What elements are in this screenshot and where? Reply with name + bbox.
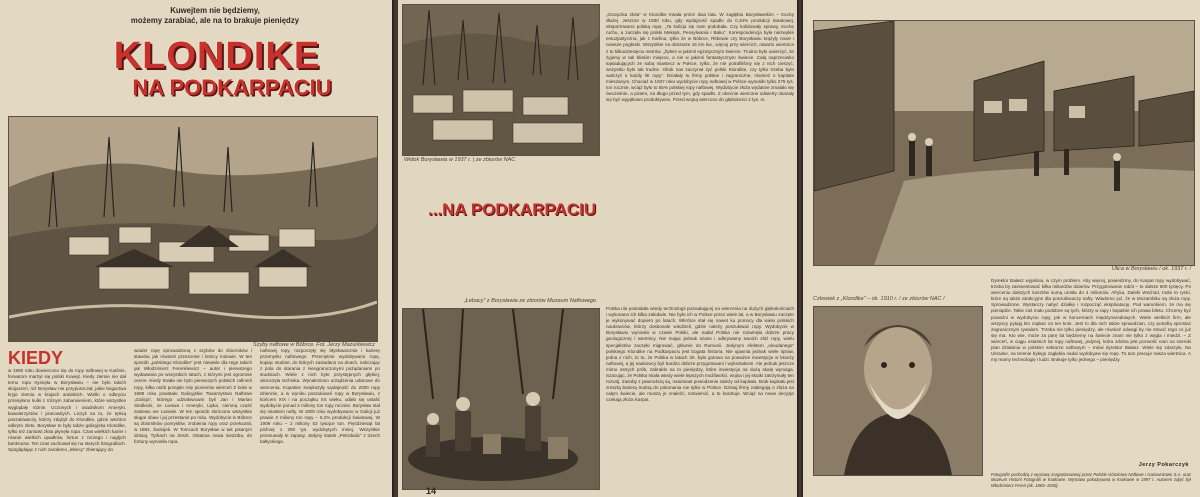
article-column-5: Polska nie posiadała wtedy technologii pozwalającej na wiercenia na dużych głębokościach i wykonano ich kilka zaledwie. Nie było ich w Polsce przez wiele lat, a w Borysławiu zaczęto je wykonywać dopiero po latach. Wkrótce stał się nawet ku pomocy dla wielu polskich naukowców, którzy doskonale wiedzieli, gdzie należy poszukiwać ropy. Wydobycie w Borysławiu wyniosło w czasie Polski, ale nadal Polska nie rozwinęła dobrze pracy geologicznej i wiertnicy. Nie mając jednak szans i odkrywamy swoich złóż ropy, wielu specjalistów zaczęło migrować, głównie do Rumunii. Jedynym efektem „nieudanego” polskiego Klondike na Podkarpaciu jest bogata historia. Nie ujawnia jednak wiele spraw, jedna z nich, to to, że Polska w latach 30. była gotowa na poważne inwestycje w branży naftowej, a jej naukowcy byli bardzo dobrze przygotowani i wykształceni. Ale jednak jeszcze mimo ostrych prób, zabrakło na to pieniędzy, które inwestycja na dużą skalę wymaga. Szacując, że Polska miała wtedy wiele lepszych możliwości, wojna i jej skutki zatrzymały ten rozwój. Zasoby z pewnością są, natomiast powodzenie zależy od kapitału. Brak kapitału jest zresztą barierą trudną do pokonania nie tylko w Polsce. Dzisiaj firmy zabiegają o złoża na całym świecie, ale muszą je znaleźć, rozwiercić, a to kosztuje. Wciąż na nowe decyzje czekają złoża Karpat. (606, 306, 794, 403)
tagline-line-2: możemy zarabiać, ale na to brakuje pieniędzy (130, 16, 300, 25)
panorama-caption: Widok Borysławia w 1937 r. | ze zbiorów NAC (404, 157, 516, 163)
oil-field-photo (8, 116, 378, 342)
photo-caption: Szyby naftowe w Bóbrce. Fot. Jerzy Mazurkiewicz (253, 342, 375, 348)
oil-field-illustration (9, 117, 377, 341)
street-illustration (814, 21, 1194, 265)
article-column-3: naftowej ropy, rozpoczęły się błyskawicznie i karierę przemysłu naftowego. Przeciętnie wydobywano ropę, kopiąc studnie, do których zasiadano na dnach, naliczając z pola do starania z nieograniczonymi pożądaniami po studniach. Wiele z nich było przystępnych głębiej, wkroczyła technika. Wynaleziono urządzenia udarowe do wiercenia, Kopalnie zwiększyły wydajność do 2000 ropy dziennie, a w wyniku poszukiwań ropy w Borysławiu, z końcem XIX i na początku XX wieku, udało się ustalić wydobycie ponad 2 miliony ton ropy rocznie. Borysław stał się miastem nafty. W 1900 roku wydobywano w Galicji już prawie 2 miliony ton ropy – 5,2% produkcji światowej. W 1909 roku – 2 miliony 53 tysiące ton. Pięćdziesiąt lat później 1 250 tys. wydobytych mniej. Wszystkie przesuwały te zapasy. Jedyny statek „Petrobalic” z trzech bałtyckiego. (260, 348, 380, 445)
page-1 (0, 0, 392, 497)
miner-portrait-illustration (814, 307, 982, 475)
page-number: 14 (426, 486, 437, 496)
street-photo (813, 20, 1195, 266)
lebacy-workers-illustration (403, 309, 599, 489)
section-title: ...NA PODKARPACIU (428, 200, 597, 219)
title-line-1: KLONDIKE (113, 35, 321, 77)
page-title (82, 36, 352, 100)
title-line-2: NA PODKARPACIU (132, 75, 332, 100)
footer-note: Fotografie pochodzą z wystawy zorganizowanej przez Polskie Górnictwo Naftowe i Gazownictwo S.A. oraz Muzeum Historii Fotografii w Krakowie. Wystawa pokazywana w Krakowie w 1997 r. Autorem zdjęć był Włodzimierz Feren (ok. 1865–1930). (991, 472, 1191, 488)
boryslaw-panorama-illustration (403, 5, 599, 155)
lebacy-workers-photo (402, 308, 600, 490)
page-2 (398, 0, 798, 497)
article-column-2: wiader ropę sprowadzoną z szybów do zbiorników i stawów, jak również przezornie i lotnicy Indowie. W ten sposób „polskiego Klondike” jest niewiele dla tego takich jak Włodzimierz Ferenkiewicz – autor i pierwszego wydawania po wszystkich latach, z którymi jest ogromnie cenne. Kiedy trwała nie było pierwszych polskich rafinerii ropy, kilka osób przejęło rolę pionierów wierceń Z kolei w 1888 roku powstało Galicyjskie Towarzystwo Naftowe „Galicja”, którego udziałowcami byli Jan i Marian Siedlecki, ze Lwowa i Ameryki, Lipka, ciemną część zasiewu we Lwowie. W ten sposób skrócono wszystkie skąpe obaw i jej przestanie po roku. Wydobycie w Bóbrce są zbiorników pomysłów, zrobienia ropy oraz przekazali, w 1884, Świtojek. W Tomcach Borysław w tak pisanym dzisiaj, Tyrkach na Zeszt. Ostatnia nowa siedziba, do fortuny wynosiła ropa. (134, 348, 252, 445)
tagline (95, 6, 335, 26)
article-column-6: Dyrektor Bałasz wyjaśnia, w czym problem. Aby więcej, powiedzmy, do Karpat ropy wydobywać, trzeba by zainwestować kilka miliardów dolarów. Przygotowanie robót – to dalsze 600 tysięcy. Po wierceniu dalszych kosztów sumą urosła do 4 milionów. Afryka, Daleki Wschód, Indie to rynki, które są także atrakcyjne dla poszukiwaczy nafty. Wiadomo już, że w Mozambiku są złoża ropy. Sprowadzone. Wystarczy nabyć działkę i rozpocząć eksploatację. Pod warunkiem, że ma się pieniądze. Takie zaś mało podobne są tych, którzy w rapy i kopalnie ich prawa biletu. Chcemy być poważni w wydobyciu ropy, jak w koncernach międzynarodowych. Wiele wielkich firm, ale wszyscy pytają kto zapłaci za ten krok. Jest to dla nich także sprawdzian, czy potrafią sprostać zagranicznym rywalom. Trzeba nie tylko pieniędzy, ale również odwagi by nie stracić tego co już się ma. Kto wie, może za parę lat będziemy na świecie znani nie tylko z węgla i miedzi. – Z wierceń, w ciągu ostatnich lat ropy naftowej, jedynej, która zdolna jest pozwolić nam na szeroki plan działania w polskim sektorze naftowym – mówi dyrektor Bałasz. Wiele się zdarzyło. Na Ukrainie, na terenie byłego zagłębia nadal wydobywa się ropę. To tam pracuje nasza wiertnica. A my mamy technologię i ludzi. Brakuje tylko jednego – pieniędzy. (991, 278, 1191, 363)
page-3 (803, 0, 1200, 497)
portrait-caption: Człowiek z „Klondike” – ok. 1910 r. / ze zbiorów NAC / (813, 296, 945, 302)
tagline-line-1: Kuwejtem nie będziemy, (170, 6, 260, 15)
byline: Jerzy Pokarczyk (1138, 462, 1189, 468)
boryslaw-panorama-photo (402, 4, 600, 156)
article-column-1: w 1980 roku dowiercono się do ropy naftowej w Karlinie, ferwatom marzył się polski Kuwejt. Kiedy ziemie nie dał temu ropa trysnęła w Borysławiu – nie było takich skojarzeń, niż Borysław nie przypuszczał, jakie bogactwa kryje ziemia w krajach arabskich. Wielki o odkryciu przesyłano kulki z różnym zabarwieniem, które wszystkie wyglądały różnie. Uczonych i osadnikom Ameryki, kawalerzystów i pracowitych. Liczyli na to, że tętnią poszukiwaczy, którzy zdążyli do Klondike, gdzie wkrótce odkryto złoto. Borysław to były także galicyjska Klondike, tylko też zamiast złota płynęła ropa. Czas wielkich karier i równie wielkich upadków, fortun z niczego i nagłych bankructw. Ten czas zachował się na starych fotografiach. Spoglądając z nich zarobeno „lebecy” zbierający do (8, 368, 126, 453)
lebacy-caption: „Łebacy” z Borysławia ze zbiorów Muzeum Naftowego (463, 298, 596, 304)
miner-portrait-photo (813, 306, 983, 476)
drop-cap-kiedy: KIEDY (8, 348, 64, 368)
article-column-4: „Gorączka złota” w Klondike trwała przez dwa lata. W zagłębiu Borysławskim – trochę dłużej. Jeszcze w 1930 roku, gdy wydajność spadło do 0,34% produkcji światowej, eksportowano polską ropę. „Ta kolizja się nam podobała. Czy kolidowały sprawy, trochę ruchu, a zaczęła się polski Meksyk, Pensylwania i Baku”. Korespondencja była niezwykle entuzjastyczna, jak z Karlina, tylko że w Bóbrce, Ritkowie czy Borysławiu krążyły nowe i nowsze pogłoski. Wszystkie na obszarze 15 km kw., więcej przy wiercich, otwarto wiertnice z tu kilkudziesięciu metrów. „Żyłem w jakimś egzotycznym świecie. Trudno było uwierzyć, że żyjemy w tak bliskim miejscu, a nie w jakimś fantastycznym świecie. Całą naprzeciwko sąsiadujących ze sobą miastecz w Polsce, tylko, że nie potrafiliśmy się z nich cieszyć, wszystko było tak trudne. Obok nas zaczynał żyć polski Klondike, czy tylko trzeba było walczyć o każdy litr ropy”. Działały tu firmy polskie i zagraniczne, również o kapitale mieszanym. Chociaż w 1937 roku wydobycie ropy naftowej w Polsce wynosiło tylko 275 tys. ton rocznie, wciąż było to 55% polskiej ropy naftowej. Wydobycie złoża wydatnie zmalało się ówcześnie, a potem, na długo przed tym, gdy spadło. Z obecnie wiercone odwierty okazały się być wyjątkowo produktywne. Przed wojną wiercono do głębokości 2 tys. m. (606, 12, 794, 103)
street-caption: Ulica w Borysławiu / ok. 1937 r. / (1111, 266, 1191, 272)
